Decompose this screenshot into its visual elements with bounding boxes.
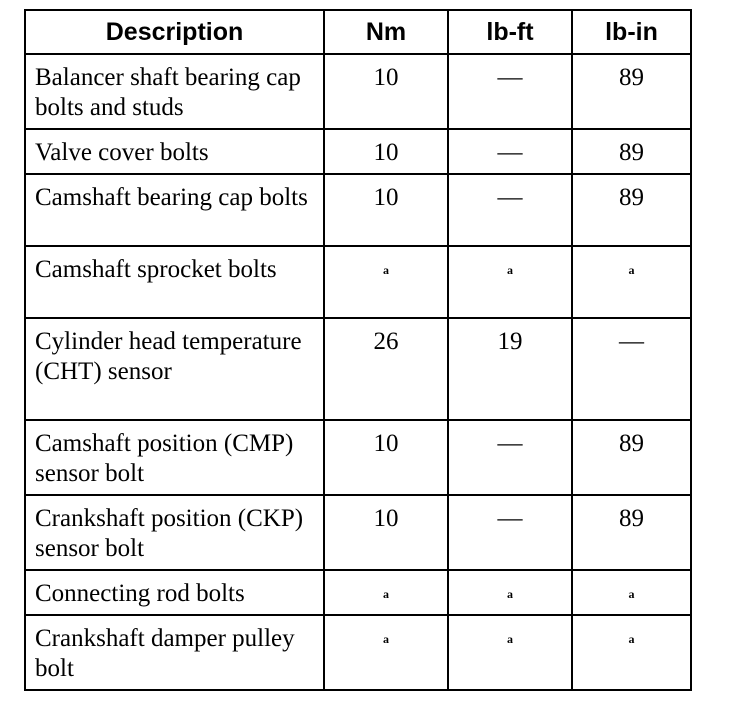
- table-row: [25, 495, 691, 570]
- table-row: [25, 54, 691, 129]
- cell-lb-ft: —: [448, 54, 572, 129]
- table-row: [25, 318, 691, 420]
- cell-description: Crankshaft damper pulley bolt: [25, 615, 324, 690]
- cell-lb-ft: —: [448, 129, 572, 174]
- cell-nm: 10: [324, 54, 448, 129]
- cell-lb-in: [572, 570, 691, 615]
- cell-lb-in: 89: [572, 174, 691, 246]
- footnote-marker: a: [383, 632, 389, 646]
- footnote-marker: a: [628, 632, 635, 646]
- cell-nm: 10: [324, 420, 448, 495]
- footnote-marker: a: [628, 587, 635, 601]
- cell-description: Crankshaft position (CKP) sensor bolt: [25, 495, 324, 570]
- cell-nm: 10: [324, 129, 448, 174]
- table-row: [25, 615, 691, 690]
- cell-lb-ft: —: [448, 420, 572, 495]
- cell-description: Balancer shaft bearing cap bolts and studs: [25, 54, 324, 129]
- cell-lb-in: 89: [572, 495, 691, 570]
- cell-lb-ft: 19: [448, 318, 572, 420]
- header-nm: Nm: [324, 10, 448, 54]
- cell-description: Camshaft bearing cap bolts: [25, 174, 324, 246]
- table-row: [25, 246, 691, 318]
- footnote-marker: a: [507, 632, 513, 646]
- cell-lb-in: [572, 246, 691, 318]
- footnote-marker: a: [383, 587, 389, 601]
- cell-description: Camshaft sprocket bolts: [25, 246, 324, 318]
- cell-lb-in: [572, 615, 691, 690]
- cell-lb-ft: [448, 570, 572, 615]
- header-lb-ft: lb-ft: [448, 10, 572, 54]
- cell-lb-in: —: [572, 318, 691, 420]
- cell-lb-in: 89: [572, 420, 691, 495]
- cell-lb-ft: [448, 615, 572, 690]
- cell-lb-ft: —: [448, 174, 572, 246]
- table-row: [25, 420, 691, 495]
- cell-nm: [324, 570, 448, 615]
- cell-lb-in: 89: [572, 54, 691, 129]
- cell-description: Cylinder head temperature (CHT) sensor: [25, 318, 324, 420]
- cell-nm: 26: [324, 318, 448, 420]
- cell-description: Connecting rod bolts: [25, 570, 324, 615]
- footnote-marker: a: [507, 587, 513, 601]
- cell-description: Valve cover bolts: [25, 129, 324, 174]
- cell-nm: [324, 246, 448, 318]
- footnote-marker: a: [383, 263, 389, 277]
- cell-lb-in: 89: [572, 129, 691, 174]
- cell-nm: [324, 615, 448, 690]
- cell-lb-ft: —: [448, 495, 572, 570]
- cell-description: Camshaft position (CMP) sensor bolt: [25, 420, 324, 495]
- header-description: Description: [25, 10, 324, 54]
- table-row: [25, 174, 691, 246]
- cell-nm: 10: [324, 174, 448, 246]
- torque-spec-table: [24, 9, 692, 691]
- table-row: [25, 570, 691, 615]
- cell-nm: 10: [324, 495, 448, 570]
- footnote-marker: a: [507, 263, 513, 277]
- cell-lb-ft: [448, 246, 572, 318]
- table-row: [25, 129, 691, 174]
- header-lb-in: lb-in: [572, 10, 691, 54]
- table-header-row: [25, 10, 691, 54]
- footnote-marker: a: [628, 263, 635, 277]
